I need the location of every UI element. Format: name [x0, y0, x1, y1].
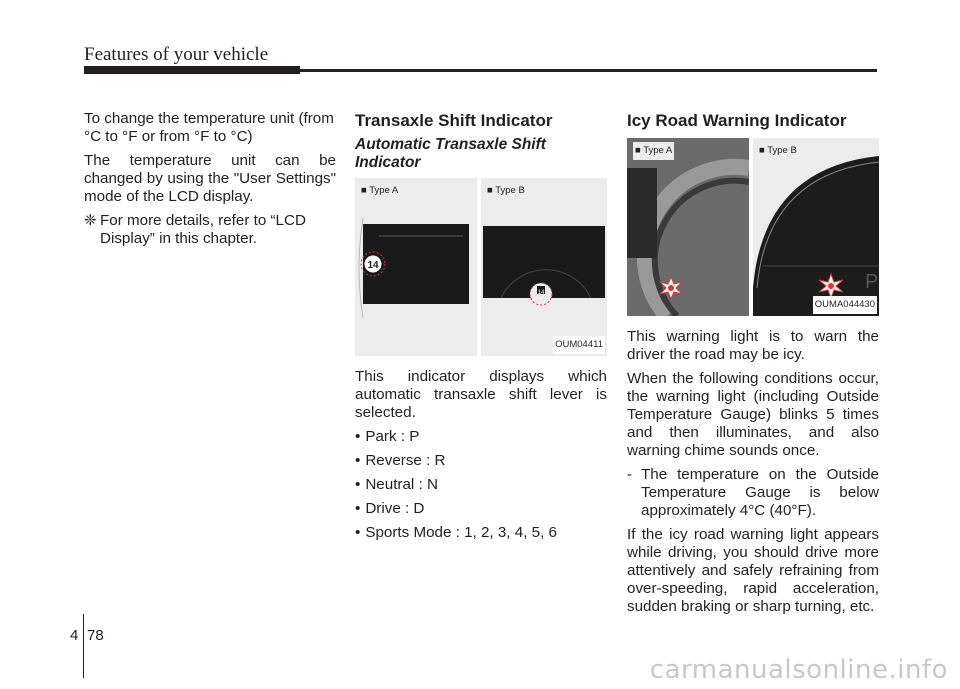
cluster-display-type-b	[481, 178, 607, 356]
temperature-unit-change-paragraph: The temperature unit can be changed by using the "User Settings" mode of the LCD display.	[84, 152, 336, 205]
panel-type-a	[355, 178, 477, 356]
icy-warning-purpose: This warning light is to warn the driver the road may be icy.	[627, 328, 879, 363]
left-column	[84, 110, 336, 254]
panel-icy-type-a	[627, 138, 749, 316]
panel-label-icy-type-a: ■ Type A	[633, 142, 674, 160]
icy-warning-conditions: When the following conditions occur, the warning light (including Outside Temperature Gauge) blinks 5 times and then illuminates, and also warning chime sounds once.	[627, 370, 879, 459]
gear-item-neutral: • Neutral : N	[355, 476, 607, 494]
icy-warning-temperature-item	[627, 466, 879, 520]
note-mark: ❈	[84, 212, 97, 229]
right-column	[627, 110, 879, 622]
figure-code-shift: OUM04411	[553, 336, 605, 354]
footer-divider	[83, 614, 84, 678]
subtitle-automatic-shift: Automatic Transaxle Shift Indicator	[355, 136, 546, 171]
note-text: For more details, refer to “LCD Display” in this chapter.	[100, 212, 306, 247]
header-rule-thin	[300, 69, 877, 72]
panel-label-type-b: ■ Type B	[487, 185, 525, 196]
temperature-unit-paragraph: To change the temperature unit (from °C to °F or from °F to °C)	[84, 110, 334, 145]
cluster-gauge-type-b	[753, 138, 879, 316]
shift-indicator-description: This indicator displays which automatic transaxle shift lever is selected.	[355, 368, 607, 421]
gear-list	[355, 428, 607, 542]
shift-indicator-figure	[355, 178, 607, 356]
dash-text: The temperature on the Outside Temperature Gauge is below approximately 4°C (40°F).	[641, 466, 879, 519]
gear-item-drive: • Drive : D	[355, 500, 607, 518]
figure-code-icy: OUMA044430	[813, 296, 877, 314]
page-number: 78	[87, 627, 104, 644]
cluster-gauge-type-a	[627, 138, 749, 316]
panel-type-b	[481, 178, 607, 356]
header-title: Features of your vehicle	[84, 44, 269, 65]
gear-letter-icy: P	[865, 271, 879, 293]
watermark: carmanualsonline.info	[649, 655, 948, 685]
dash-mark: -	[627, 466, 633, 483]
gear-item-sports-mode: • Sports Mode : 1, 2, 3, 4, 5, 6	[355, 524, 607, 542]
panel-icy-type-b	[753, 138, 879, 316]
section-title-shift-indicator: Transaxle Shift Indicator	[355, 111, 553, 130]
panel-label-icy-type-b: ■ Type B	[759, 145, 797, 156]
reference-note	[84, 212, 336, 248]
header-rule-thick	[84, 66, 300, 74]
panel-label-type-a: ■ Type A	[361, 185, 399, 196]
cluster-display-type-a	[355, 178, 477, 356]
gear-indicator-type-b: 14	[537, 290, 545, 296]
gear-indicator-type-a: 14	[367, 260, 379, 271]
icy-road-figure	[627, 138, 879, 316]
icy-warning-caution: If the icy road warning light appears while driving, you should drive more attentively and safely refraining from over-speeding, rapid acceleration, sudden braking or sharp turning, etc.	[627, 526, 879, 615]
gear-item-reverse: • Reverse : R	[355, 452, 607, 470]
section-title-icy-road: Icy Road Warning Indicator	[627, 111, 847, 130]
gear-item-park: • Park : P	[355, 428, 607, 446]
middle-column	[355, 110, 607, 548]
chapter-number: 4	[70, 627, 79, 644]
